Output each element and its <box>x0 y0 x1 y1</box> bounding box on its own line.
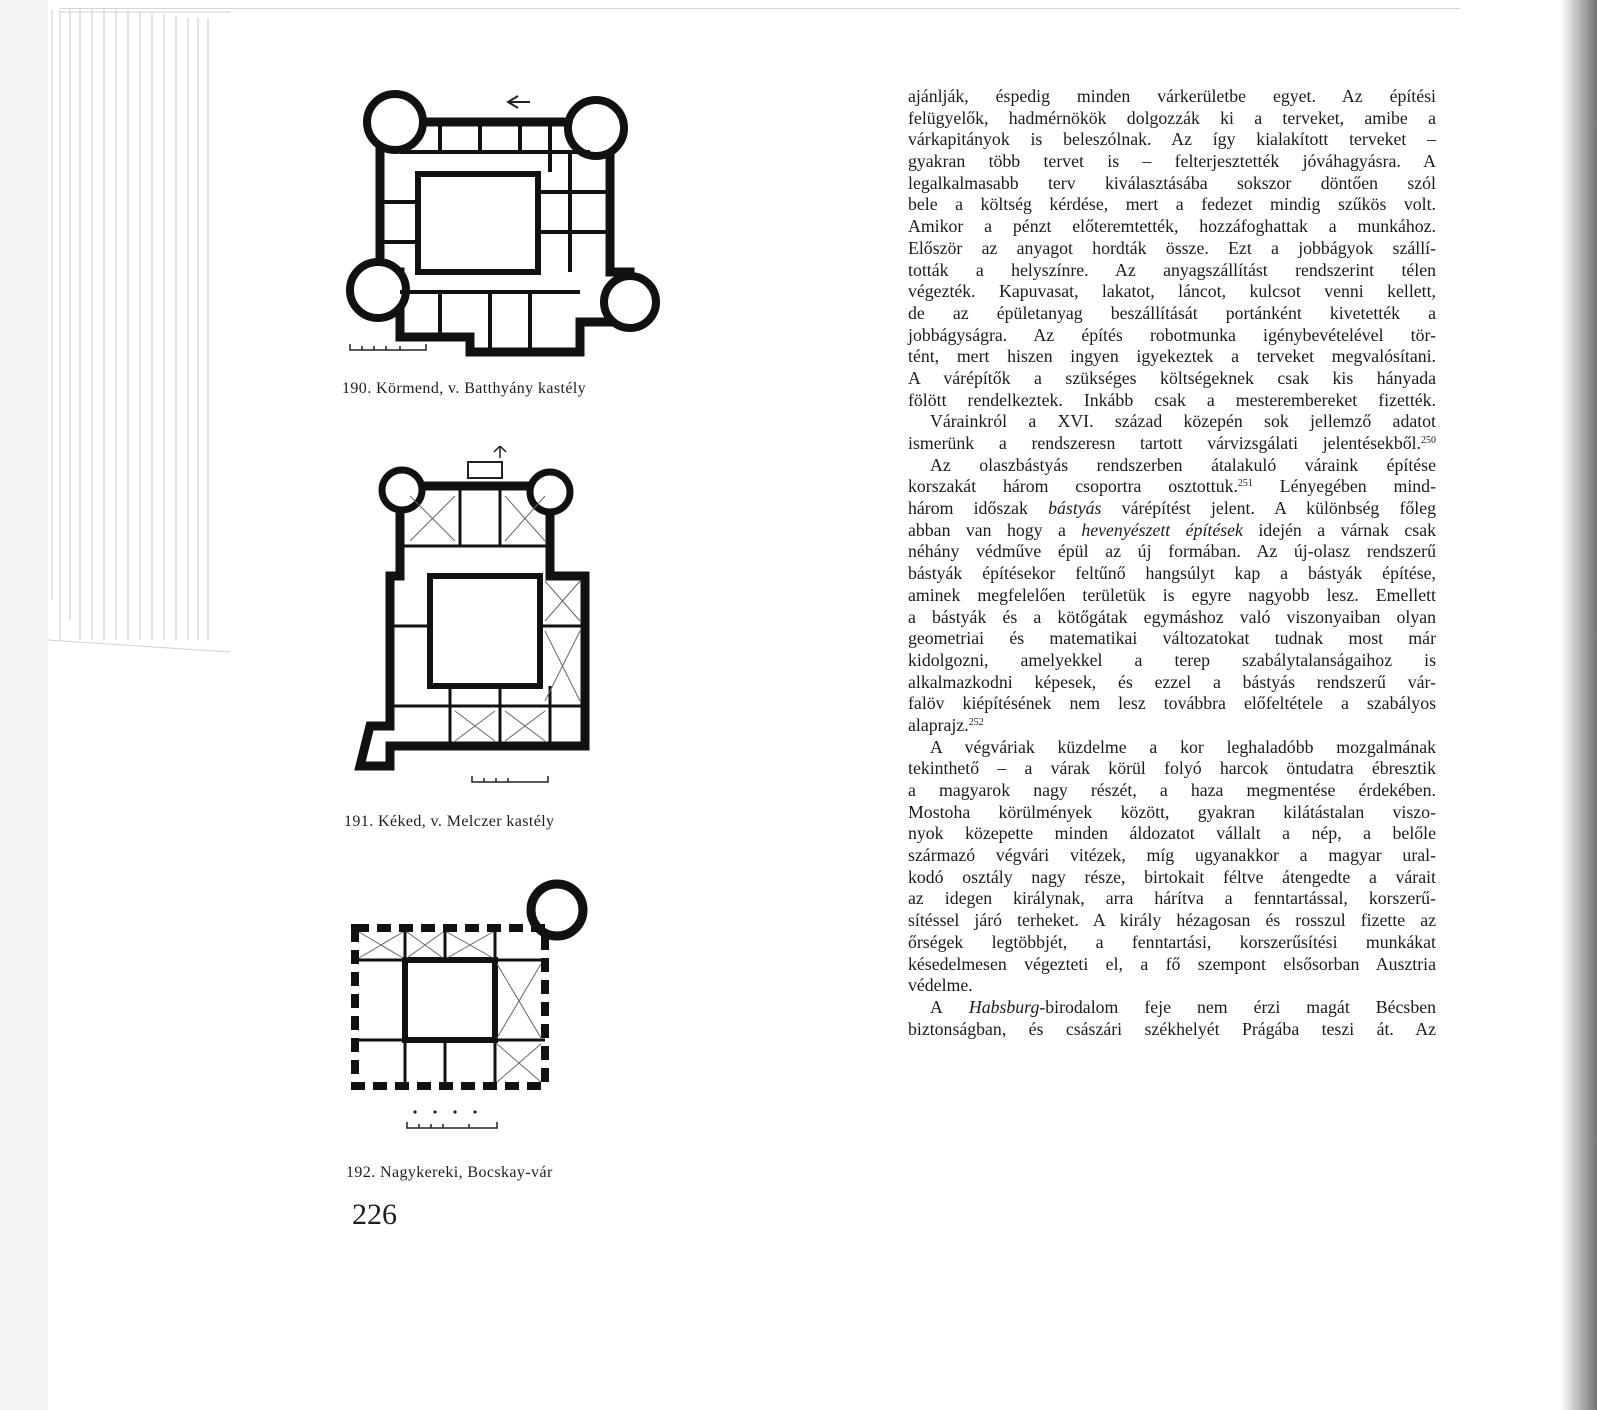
text-line: kidolgozni, amelyekkel a terep szabálytalanságaihoz is <box>908 649 1436 670</box>
text-line: Várainkról a XVI. század közepén sok jellemző adatot <box>930 411 1436 432</box>
text-line: biztonságban, és császári székhelyét Prágába teszi át. Az <box>908 1018 1436 1039</box>
text-line: származó végvári vitézek, míg ugyanakkor a magyar ural- <box>908 845 1436 866</box>
page-top-edge <box>60 8 1460 9</box>
text-line: az idegen királynak, arra hárítva a fenntartással, korszerű- <box>908 888 1436 909</box>
italic-term: bástyás <box>1027 498 1102 519</box>
text-line: geometriai és matematikai változatokat tudnak most már <box>908 628 1436 649</box>
text-line: ajánlják, éspedig minden várkerületbe egyet. Az építési <box>908 86 1436 106</box>
text-line: bele a költség kérdése, mert a fedezet mindig szűkös volt. <box>908 194 1436 215</box>
text-line: korszakát három csoportra osztottuk.$^{251}$ Lényegében mind- <box>908 476 1436 497</box>
footnote-ref: 252 <box>968 716 984 728</box>
text-line: sítéssel járó terheket. A király hézagosan és rosszul fizette az <box>908 910 1436 931</box>
text-line: végezték. Kapuvasat, lakatot, láncot, kulcsot venni kellett, <box>908 281 1436 302</box>
binding-shadow <box>1561 0 1597 1410</box>
text-line: őrségek legtöbbjét, a fenntartási, korszerűsítési munkákat <box>908 931 1436 952</box>
text-line: a bástyák és a kötőgátak egymáshoz való viszonyaiban olyan <box>908 606 1436 627</box>
text-line: A Habsburg-birodalom feje nem érzi magát Bécsben <box>930 996 1437 1017</box>
page-edges <box>0 0 230 1410</box>
figure-caption-191: 191. Kéked, v. Melczer kastély <box>344 813 555 830</box>
text-line: várkapitányok is beleszólnak. Az így kialakított terveket – <box>908 129 1436 150</box>
text-line: legalkalmasabb terv kiválasztásába sokszor döntően szól <box>908 172 1436 193</box>
text-line: ismerünk a rendszeresn tartott várvizsgálati jelentésekből.$^{250}$ <box>908 433 1436 453</box>
italic-term: hevenyészett építések <box>1065 519 1243 540</box>
text-line: gyakran több tervet is – felterjesztették jóváhagyásra. A <box>908 151 1436 172</box>
text-line: tént, mert hiszen ingyen igyekeztek a terveket megvalósítani. <box>908 346 1436 367</box>
figure-caption-190: 190. Körmend, v. Batthyány kastély <box>342 380 587 397</box>
text-line: Mostoha körülmények között, gyakran kilátástalan viszo- <box>908 801 1436 822</box>
text-line: abban van hogy a hevenyészett építések idején a várnak csak <box>908 519 1436 540</box>
text-line: kodó osztály nagy része, birtokait féltve átengedte a várait <box>908 866 1436 887</box>
text-line: Először az anyagot hordták össze. Ezt a jobbágyok szállí- <box>908 237 1436 258</box>
italic-term: Habsburg <box>942 996 1040 1017</box>
floor-plan-nagykereki <box>345 876 605 1136</box>
text-line: Az olaszbástyás rendszerben átalakuló váraink építése <box>930 454 1436 475</box>
text-line: A várépítők a szükséges költségeknek csak kis hányada <box>908 367 1436 388</box>
body-text-column <box>908 86 1436 1040</box>
text-line: tották a helyszínre. Az anyagszállítást rendszerint télen <box>908 259 1436 280</box>
floor-plan-keked <box>350 446 610 796</box>
text-line: bástyák építésekor feltűnő hangsúlyt kap a bástyák építése, <box>908 563 1436 584</box>
text-line: jobbágyságra. Az építés robotmunka igénybevételével tör- <box>908 324 1436 345</box>
text-line: felügyelők, hadmérnökök dolgozzák ki a terveket, amibe a <box>908 107 1436 128</box>
text-line: alaprajz.$^{252}$ <box>908 714 984 735</box>
text-line: a magyarok nagy részét, a haza megmentése érdekében. <box>908 780 1436 800</box>
text-line: néhány védműve épül az új formában. Az új-olasz rendszerű <box>908 541 1436 562</box>
text-line: Amikor a pénzt előteremtették, hozzáfoghattak a munkához. <box>908 216 1436 237</box>
text-line: három időszak bástyás várépítést jelent. A különbség főleg <box>908 498 1437 519</box>
text-line: késedelmesen végezteti el, a fő szempont elsősorban Ausztria <box>908 953 1436 974</box>
floor-plan-kormend <box>340 82 680 382</box>
text-line: falöv kiépítésének nem lesz továbbra előfeltétele a szabályos <box>908 693 1436 714</box>
footnote-ref: 251 <box>1237 478 1253 490</box>
figure-caption-192: 192. Nagykereki, Bocskay-vár <box>346 1164 553 1181</box>
footnote-ref: 250 <box>1421 435 1436 446</box>
text-line: fölött rendelkeztek. Inkább csak a mesterembereket fizették. <box>908 389 1436 410</box>
text-line: de az épületanyag beszállítását portánként kivetették a <box>908 302 1436 323</box>
text-line: nyok közepette minden áldozatot vállalt a nép, a belőle <box>908 823 1436 844</box>
page-number: 226 <box>352 1198 397 1231</box>
text-line: védelme. <box>908 975 973 996</box>
text-line: tekinthető – a várak körül folyó harcok öntudatra ébresztik <box>908 758 1436 779</box>
text-line: alkalmazkodni képesek, és ezzel a bástyás rendszerű vár- <box>908 671 1436 692</box>
text-line: aminek megfelelően területük is egyre nagyobb lesz. Emellett <box>908 584 1436 605</box>
text-line: A végváriak küzdelme a kor leghaladóbb mozgalmának <box>930 736 1436 757</box>
